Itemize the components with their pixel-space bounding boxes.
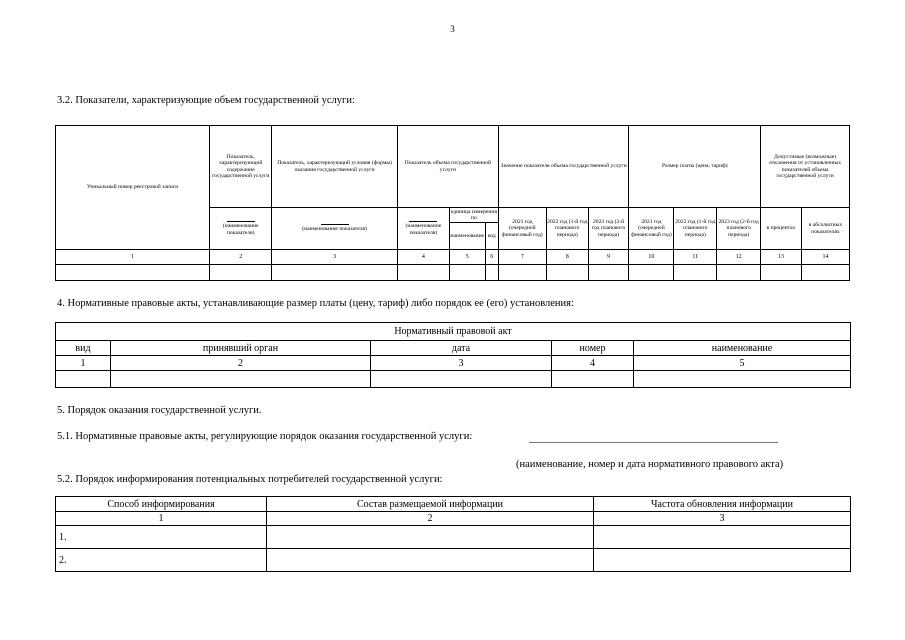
column-number: 1 [56, 356, 111, 371]
header-fee-amount: Размер платы (цена, тариф) [629, 126, 761, 208]
header-unit-code: код [485, 223, 498, 250]
column-number: 2 [210, 250, 272, 265]
column-header: наименование [634, 341, 851, 356]
column-header: Состав размещаемой информации [267, 497, 594, 512]
column-number: 8 [546, 250, 588, 265]
table-cell [761, 265, 802, 281]
table-cell [717, 265, 761, 281]
column-number: 11 [674, 250, 717, 265]
column-number: 4 [397, 250, 449, 265]
column-number: 12 [717, 250, 761, 265]
column-number: 3 [272, 250, 398, 265]
column-number: 5 [634, 356, 851, 371]
table-cell [594, 549, 851, 572]
table-cell [588, 265, 629, 281]
table-cell [674, 265, 717, 281]
column-number: 9 [588, 250, 629, 265]
header-percent: в процентах [761, 208, 802, 250]
header-year-2022: 2022 год (1-й год планового периода) [546, 208, 588, 250]
page-number: 3 [450, 24, 455, 34]
header-content-indicator: Показатель, характеризующий содержание государственной услуги [210, 126, 272, 208]
header-conditions-indicator: Показатель, характеризующий условия (формы) оказания государственной услуги [272, 126, 398, 208]
row-label: 1. [56, 526, 267, 549]
column-numbers-row [56, 250, 850, 265]
column-number: 4 [552, 356, 634, 371]
column-header: вид [56, 341, 111, 356]
column-number: 5 [449, 250, 485, 265]
header-deviations: Допустимые (возможные) отклонения от установленных показателей объема государственной услуги [761, 126, 850, 208]
table-row [56, 526, 851, 549]
column-number: 6 [485, 250, 498, 265]
table-cell [56, 371, 111, 388]
volume-indicators-table [55, 125, 850, 281]
table-cell [56, 265, 210, 281]
legal-act-fill-line [529, 442, 778, 443]
header-year-2021: 2021 год (очередной финансовый год) [498, 208, 546, 250]
column-number: 3 [594, 512, 851, 526]
table-cell [634, 371, 851, 388]
column-number: 3 [371, 356, 552, 371]
column-header: Способ информирования [56, 497, 267, 512]
column-header: номер [552, 341, 634, 356]
normative-act-header: Нормативный правовой акт [56, 323, 851, 341]
section-4-title: 4. Нормативные правовые акты, устанавливающие размер платы (цену, тариф) либо порядок ее (его) установления: [57, 298, 574, 309]
header-year-2023: 2023 год (2-й год планового периода) [588, 208, 629, 250]
table-cell [485, 265, 498, 281]
column-number: 2 [267, 512, 594, 526]
header-fee-2022: 2022 год (1-й год планового периода) [674, 208, 717, 250]
table-row [56, 371, 851, 388]
table-cell [629, 265, 674, 281]
table-cell [267, 549, 594, 572]
column-number: 2 [111, 356, 371, 371]
column-header: принявший орган [111, 341, 371, 356]
header-content-sub: (наименование показателя) [210, 208, 272, 250]
header-registry-number: Уникальный номер реестровой записи [56, 126, 210, 250]
header-fee-2023: 2023 год (2-й год планового периода) [717, 208, 761, 250]
column-number: 14 [801, 250, 849, 265]
table-cell [272, 265, 398, 281]
header-absolute: в абсолютных показателях [801, 208, 849, 250]
informing-table [55, 496, 851, 572]
legal-act-caption: (наименование, номер и дата нормативного правового акта) [516, 459, 784, 470]
header-fee-2021: 2021 год (очередной финансовый год) [629, 208, 674, 250]
column-number: 1 [56, 250, 210, 265]
column-number: 7 [498, 250, 546, 265]
column-number: 13 [761, 250, 802, 265]
header-volume-value: Значение показателя объема государственной услуги [498, 126, 629, 208]
header-volume-indicator: Показатель объема государственной услуги [397, 126, 498, 208]
header-conditions-sub: (наименование показателя) [272, 208, 398, 250]
column-header: дата [371, 341, 552, 356]
table-cell [498, 265, 546, 281]
table-cell [594, 526, 851, 549]
table-cell [397, 265, 449, 281]
table-cell [552, 371, 634, 388]
table-row [56, 549, 851, 572]
table-cell [111, 371, 371, 388]
column-header: Частота обновления информации [594, 497, 851, 512]
normative-acts-table [55, 322, 851, 388]
column-number: 1 [56, 512, 267, 526]
header-unit: единица измерения по [450, 208, 497, 221]
header-unit-name: наименование [449, 223, 485, 250]
column-number: 10 [629, 250, 674, 265]
table-cell [546, 265, 588, 281]
row-label: 2. [56, 549, 267, 572]
table-cell [267, 526, 594, 549]
table-cell [371, 371, 552, 388]
table-cell [449, 265, 485, 281]
section-5-2-title: 5.2. Порядок информирования потенциальных потребителей государственной услуги: [57, 474, 443, 485]
table-cell [801, 265, 849, 281]
section-5-1-title: 5.1. Нормативные правовые акты, регулирующие порядок оказания государственной услуги: [57, 431, 473, 442]
table-cell [210, 265, 272, 281]
section-5-title: 5. Порядок оказания государственной услуги. [57, 405, 262, 416]
section-3-2-title: 3.2. Показатели, характеризующие объем государственной услуги: [57, 95, 355, 106]
header-volume-name-sub: (наименование показателя) [397, 208, 449, 250]
table-row [56, 265, 850, 281]
